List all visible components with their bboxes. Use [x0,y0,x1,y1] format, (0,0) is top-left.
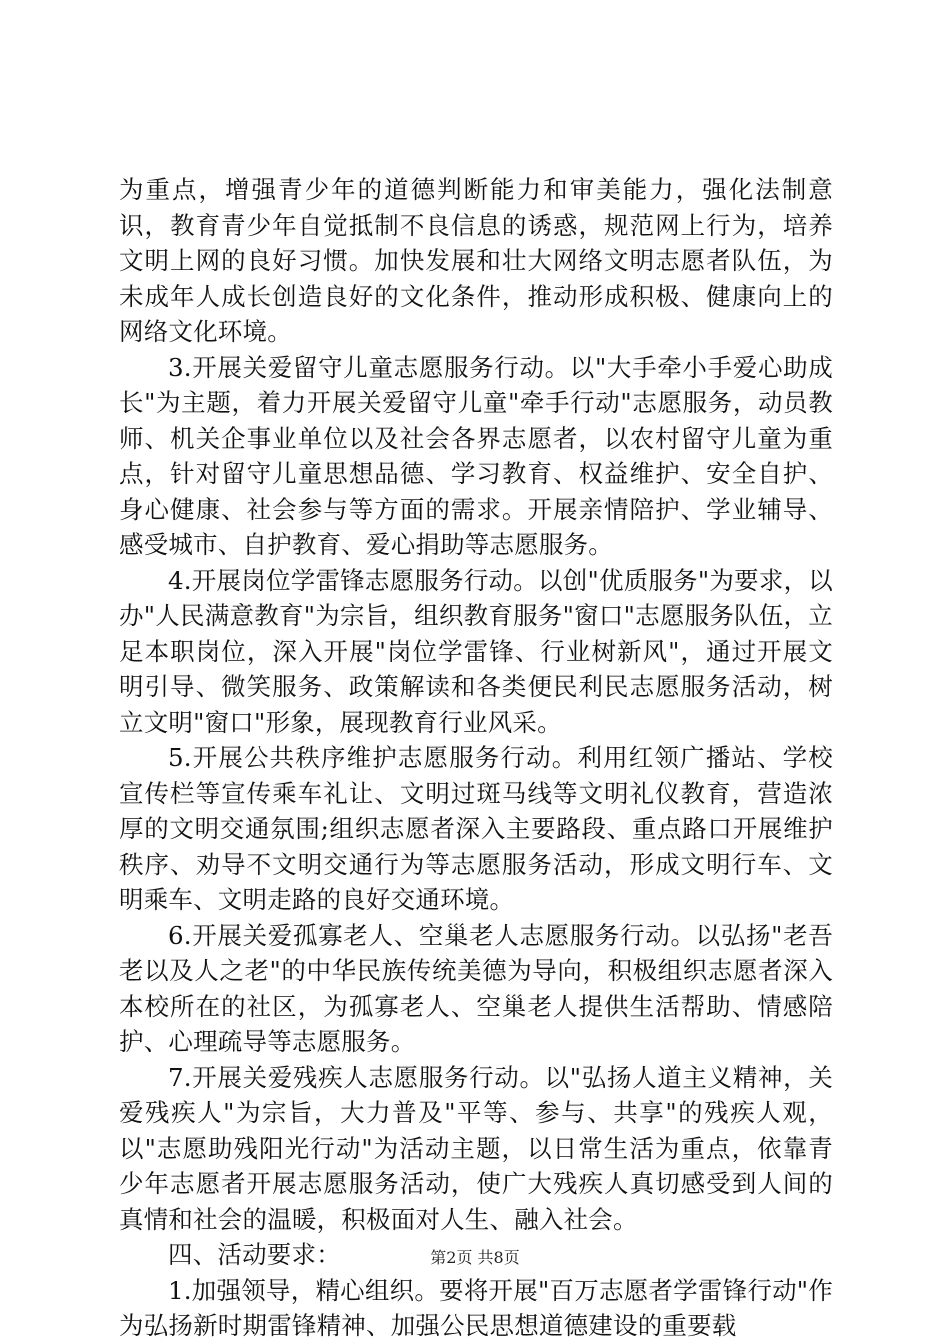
page-number-footer: 第2页 共8页 [430,1248,520,1267]
paragraph-item-3: 3.开展关爱留守儿童志愿服务行动。以"大手牵小手爱心助成长"为主题，着力开展关爱留守儿童"牵手行动"志愿服务，动员教师、机关企事业单位以及社会各界志愿者，以农村留守儿童为重点，针对留守儿童思想品德、学习教育、权益维护、安全自护、身心健康、社会参与等方面的需求。开展亲情陪护、学业辅导、感受城市、自护教育、爱心捐助等志愿服务。 [119,352,833,559]
section-heading-activity-requirements: 四、活动要求： [168,1240,341,1269]
paragraph-item-7: 7.开展关爱残疾人志愿服务行动。以"弘扬人道主义精神，关爱残疾人"为宗旨，大力普及"平等、参与、共享"的残疾人观，以"志愿助残阳光行动"为活动主题，以日常生活为重点，依靠青少年志愿者开展志愿服务活动，使广大残疾人真切感受到人间的真情和社会的温暖，积极面对人生、融入社会。 [119,1062,833,1234]
document-body [119,172,833,1344]
paragraph-requirement-1: 1.加强领导，精心组织。要将开展"百万志愿者学雷锋行动"作为弘扬新时期雷锋精神、加强公民思想道德建设的重要载 [119,1275,833,1340]
paragraph-item-5: 5.开展公共秩序维护志愿服务行动。利用红领广播站、学校宣传栏等宣传乘车礼让、文明过斑马线等文明礼仪教育，营造浓厚的文明交通氛围;组织志愿者深入主要路段、重点路口开展维护秩序、劝导不文明交通行为等志愿服务活动，形成文明行车、文明乘车、文明走路的良好交通环境。 [119,743,833,914]
paragraph-item-6: 6.开展关爱孤寡老人、空巢老人志愿服务行动。以弘扬"老吾老以及人之老"的中华民族传统美德为导向，积极组织志愿者深入本校所在的社区，为孤寡老人、空巢老人提供生活帮助、情感陪护、心理疏导等志愿服务。 [119,920,833,1056]
paragraph-continuation: 为重点，增强青少年的道德判断能力和审美能力，强化法制意识，教育青少年自觉抵制不良信息的诱惑，规范网上行为，培养文明上网的良好习惯。加快发展和壮大网络文明志愿者队伍，为未成年人成长创造良好的文化条件，推动形成积极、健康向上的网络文化环境。 [119,175,833,346]
paragraph-item-4: 4.开展岗位学雷锋志愿服务行动。以创"优质服务"为要求，以办"人民满意教育"为宗旨，组织教育服务"窗口"志愿服务队伍，立足本职岗位，深入开展"岗位学雷锋、行业树新风"，通过开展文明引导、微笑服务、政策解读和各类便民利民志愿服务活动，树立文明"窗口"形象，展现教育行业风采。 [119,565,833,737]
